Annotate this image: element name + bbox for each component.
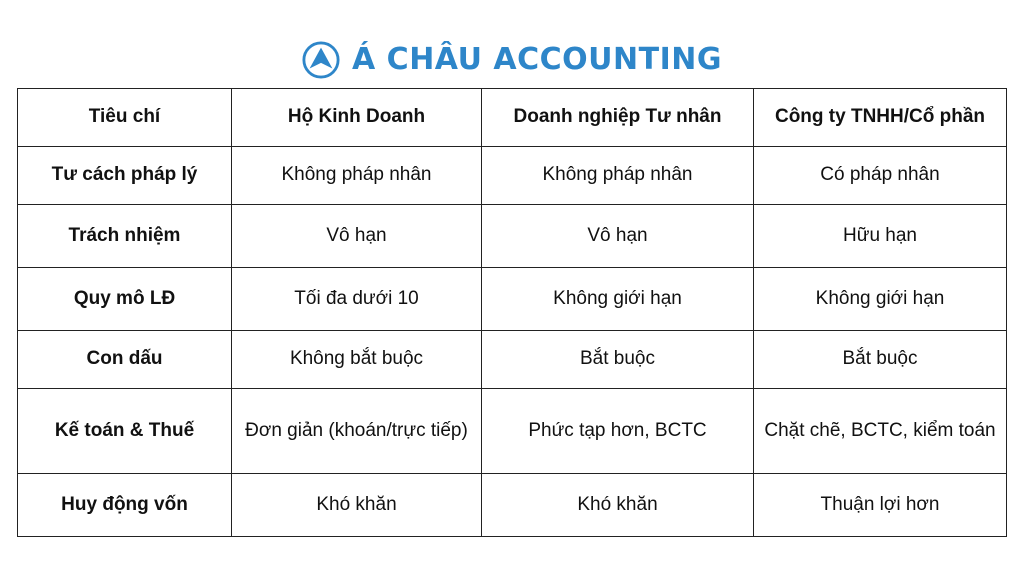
table-row: [18, 474, 1007, 537]
table-cell: Tối đa dưới 10: [232, 268, 482, 331]
table-cell: Khó khăn: [232, 474, 482, 537]
table-row: [18, 205, 1007, 268]
table-cell: Phức tạp hơn, BCTC: [482, 389, 754, 474]
table-row: [18, 147, 1007, 205]
criteria-cell: Con dấu: [18, 331, 232, 389]
table-cell: Chặt chẽ, BCTC, kiểm toán: [754, 389, 1007, 474]
table-cell: Khó khăn: [482, 474, 754, 537]
criteria-cell: Huy động vốn: [18, 474, 232, 537]
table-cell: Bắt buộc: [754, 331, 1007, 389]
header-household-business: Hộ Kinh Doanh: [232, 89, 482, 147]
table-cell: Đơn giản (khoán/trực tiếp): [232, 389, 482, 474]
table-cell: Không pháp nhân: [482, 147, 754, 205]
table-cell: Có pháp nhân: [754, 147, 1007, 205]
table-row: [18, 268, 1007, 331]
table-cell: Không giới hạn: [754, 268, 1007, 331]
criteria-cell: Quy mô LĐ: [18, 268, 232, 331]
header-criteria: Tiêu chí: [18, 89, 232, 147]
table-cell: Thuận lợi hơn: [754, 474, 1007, 537]
triangle-logo-icon: [302, 41, 340, 79]
table-cell: Không bắt buộc: [232, 331, 482, 389]
table-cell: Bắt buộc: [482, 331, 754, 389]
header-private-enterprise: Doanh nghiệp Tư nhân: [482, 89, 754, 147]
table-header-row: [18, 89, 1007, 147]
comparison-table: [17, 88, 1007, 537]
table-cell: Vô hạn: [232, 205, 482, 268]
brand-name: Á CHÂU ACCOUNTING: [352, 42, 722, 77]
table-cell: Không pháp nhân: [232, 147, 482, 205]
table-cell: Không giới hạn: [482, 268, 754, 331]
table-row: [18, 389, 1007, 474]
table-cell: Vô hạn: [482, 205, 754, 268]
table-row: [18, 331, 1007, 389]
criteria-cell: Kế toán & Thuế: [18, 389, 232, 474]
brand-header: [0, 38, 1024, 82]
table-cell: Hữu hạn: [754, 205, 1007, 268]
criteria-cell: Tư cách pháp lý: [18, 147, 232, 205]
criteria-cell: Trách nhiệm: [18, 205, 232, 268]
header-company: Công ty TNHH/Cổ phần: [754, 89, 1007, 147]
